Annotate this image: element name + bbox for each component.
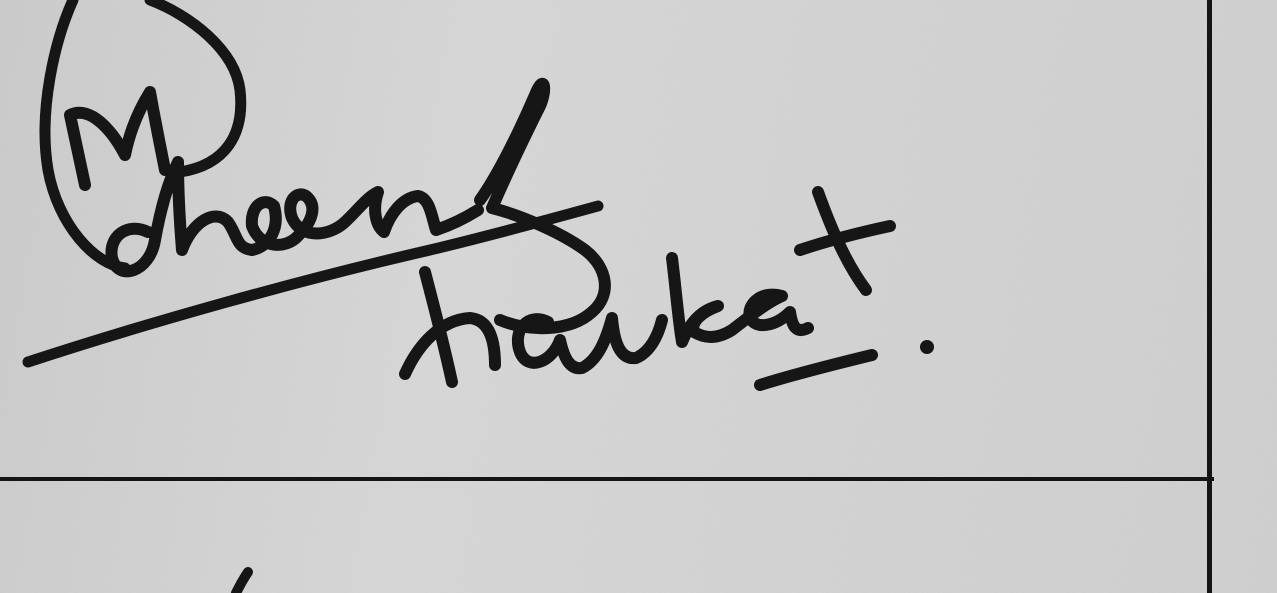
lower-handwriting-fragment (236, 572, 248, 593)
signature-letter-h (405, 272, 495, 382)
signature-short-underline (760, 355, 872, 385)
signature-letters-aukat (518, 192, 890, 368)
signature-dot (920, 340, 934, 354)
signature-letter-m (70, 92, 165, 185)
